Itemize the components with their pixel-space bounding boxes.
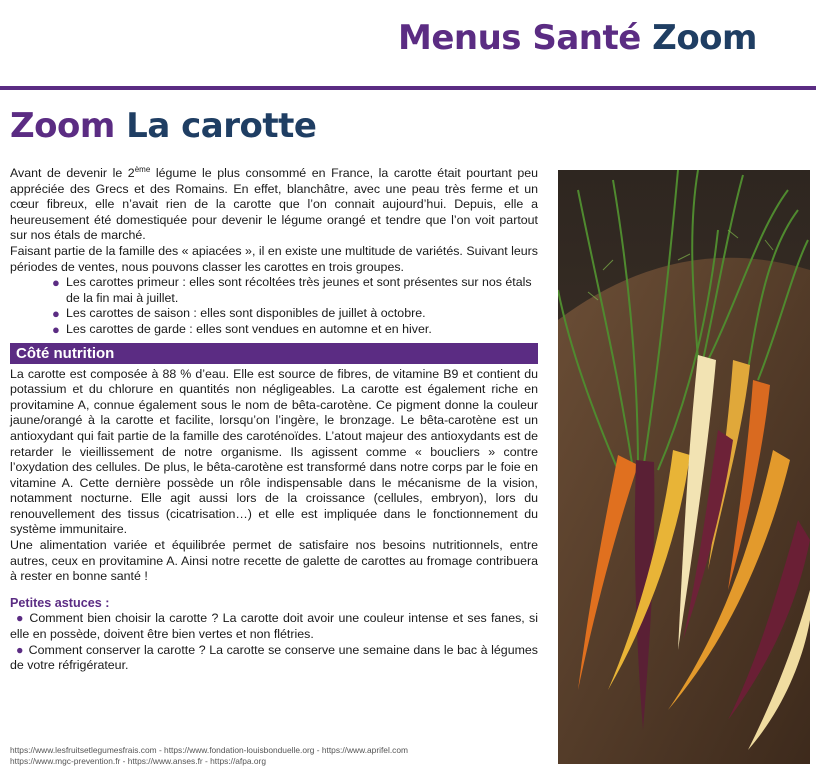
page-title (10, 106, 316, 146)
header-title-part2: Zoom (652, 18, 757, 58)
header-title (398, 18, 798, 58)
header-title-part1: Menus Santé (398, 18, 641, 58)
carrots-photo (558, 170, 810, 764)
sources-line-2: https://www.mgc-prevention.fr - https://www.anses.fr - https://afpa.org (10, 756, 267, 766)
carrots-illustration (558, 170, 810, 764)
section-heading-nutrition: Côté nutrition (10, 343, 538, 364)
list-item-text: Comment bien choisir la carotte ? La carotte doit avoir une couleur intense et ses fanes, si elle en possède, doivent être bien vertes et non flétries. (10, 611, 539, 642)
sources-line-1: https://www.lesfruitsetlegumesfrais.com - https://www.fondation-louisbonduelle.org - https://www.aprifel.com (10, 745, 408, 755)
list-item (10, 275, 538, 306)
intro-paragraph-1 (10, 166, 538, 244)
intro-p1-text-b: légume le plus consommé en France, la carotte était pourtant peu appréciée des Grecs et des Romains. En effet, blanchâtre, avec une peau très ferme et un cœur fibreux, elle n’avait rien de la carotte que l’on connait aujourd’hui. Depuis, elle a heureusement été domestiquée pour devenir le légume orangé et tendre que l’on voit partout sur nos étals de marché. (10, 166, 539, 243)
header-rule (0, 86, 816, 90)
list-item (10, 306, 538, 322)
page-title-part2: La carotte (126, 106, 317, 146)
intro-p1-superscript: ème (134, 164, 151, 174)
bullet-icon: ● (52, 306, 60, 322)
list-item-text: Les carottes de garde : elles sont vendues en automne et en hiver. (66, 321, 432, 336)
intro-p1-text-a: Avant de devenir le 2 (10, 166, 135, 180)
intro-paragraph-2: Faisant partie de la famille des « apiacées », il en existe une multitude de variétés. Suivant leurs périodes de ventes, nous pouvons classer les carottes en trois groupes. (10, 243, 538, 274)
page-title-part1: Zoom (10, 106, 115, 146)
list-item (10, 611, 538, 642)
list-item (10, 322, 538, 338)
sources-footer (10, 745, 530, 767)
bullet-icon: ● (16, 642, 24, 657)
nutrition-paragraph-2: Une alimentation variée et équilibrée permet de satisfaire nos besoins nutritionnels, entre autres, ceux en provitamine A. Ainsi notre recette de galette de carottes au fromage contribuera à rester en bonne santé ! (10, 538, 538, 584)
tips-list (10, 611, 538, 673)
carrot-types-list (10, 275, 538, 337)
bullet-icon: ● (52, 275, 60, 291)
list-item (10, 643, 538, 674)
list-item-text: Les carottes primeur : elles sont récoltées très jeunes et sont présentes sur nos étals de la fin mai à juillet. (66, 275, 532, 305)
bullet-icon: ● (52, 321, 60, 337)
bullet-icon: ● (16, 611, 25, 626)
nutrition-paragraph-1: La carotte est composée à 88 % d’eau. Elle est source de fibres, de vitamine B9 et contient du potassium et du chlorure en quantités non négligeables. La carotte est également riche en provitamine A, connue également sous le nom de bêta-carotène. Ce pigment donne la couleur jaune/orangé à la carotte et facilite, lorsqu’on l’ingère, le bronzage. Le bêta-carotène est un antioxydant qui fait partie de la famille des caroténoïdes. L’atout majeur des antioxydants est de retarder le vieillissement de notre organisme. Ils agissent comme « boucliers » contre l’oxydation des cellules. De plus, le bêta-carotène est transformé dans notre corps par le foie en vitamine A. Cette dernière possède un rôle indispensable dans le mécanisme de la vision, notamment nocturne. Elle agit aussi lors de la croissance (cellules, embryon), lors du renouvellement des tissus (cicatrisation…) et elle est impliquée dans le fonctionnement du système immunitaire. (10, 366, 538, 537)
article-body (10, 166, 538, 674)
tips-heading: Petites astuces : (10, 595, 110, 610)
list-item-text: Les carottes de saison : elles sont disponibles de juillet à octobre. (66, 306, 426, 321)
list-item-text: Comment conserver la carotte ? La carotte se conserve une semaine dans le bac à légumes de votre réfrigérateur. (10, 642, 538, 673)
